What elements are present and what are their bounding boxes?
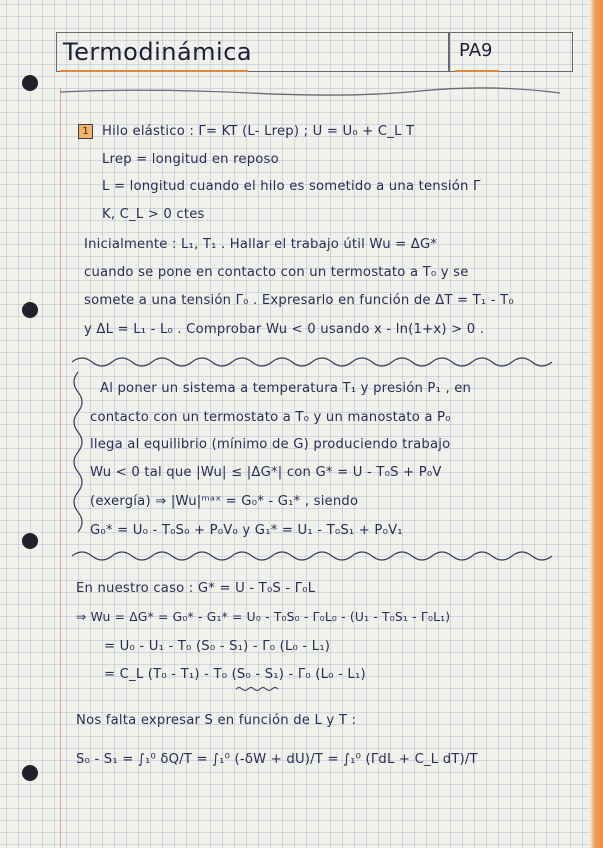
theory-line: (exergía) ⇒ |Wu|ᵐᵃˣ = G₀* - G₁* , siendo <box>90 494 359 509</box>
problem-number: 1 <box>78 124 93 139</box>
problem-line: Lrep = longitud en reposo <box>102 152 279 167</box>
theory-line: G₀* = U₀ - T₀S₀ + P₀V₀ y G₁* = U₁ - T₀S₁ + P₀V₁ <box>90 523 403 538</box>
solution-line: S₀ - S₁ = ∫₁⁰ δQ/T = ∫₁⁰ (-δW + dU)/T = ∫₁⁰ (ΓdL + C_L dT)/T <box>76 752 478 767</box>
wavy-divider-bottom <box>72 552 552 560</box>
wavy-divider-top <box>72 358 552 366</box>
wavy-divider-left <box>74 372 82 532</box>
problem-line: Hilo elástico : Γ= KT (L- Lrep) ; U = U₀ + C_L T <box>102 124 415 139</box>
top-rule <box>60 88 560 95</box>
solution-line: ⇒ Wu = ΔG* = G₀* - G₁* = U₀ - T₀S₀ - Γ₀L₀ - (U₁ - T₀S₁ - Γ₀L₁) <box>76 610 451 624</box>
problem-line: somete a una tensión Γ₀ . Expresarlo en función de ΔT = T₁ - T₀ <box>84 293 514 308</box>
problem-line: K, C_L > 0 ctes <box>102 207 205 222</box>
solution-line: En nuestro caso : G* = U - T₀S - Γ₀L <box>76 581 316 596</box>
theory-line: llega al equilibrio (mínimo de G) produciendo trabajo <box>90 437 451 452</box>
theory-line: Al poner un sistema a temperatura T₁ y presión P₁ , en <box>100 381 472 396</box>
page-title: Termodinámica <box>63 38 253 66</box>
problem-line: cuando se pone en contacto con un termostato a T₀ y se <box>84 265 469 280</box>
solution-line: = U₀ - U₁ - T₀ (S₀ - S₁) - Γ₀ (L₀ - L₁) <box>104 639 331 654</box>
theory-line: contacto con un termostato a T₀ y un manostato a P₀ <box>90 410 451 425</box>
solution-line: Nos falta expresar S en función de L y T : <box>76 713 357 728</box>
solution-line: = C_L (T₀ - T₁) - T₀ (S₀ - S₁) - Γ₀ (L₀ - L₁) <box>104 667 366 682</box>
page-code: PA9 <box>459 40 493 61</box>
term-underline <box>236 688 278 691</box>
theory-line: Wu < 0 tal que |Wu| ≤ |ΔG*| con G* = U - T₀S + P₀V <box>90 465 442 480</box>
problem-line: L = longitud cuando el hilo es sometido a una tensión Γ <box>102 179 481 194</box>
problem-line: Inicialmente : L₁, T₁ . Hallar el trabajo útil Wu = ΔG* <box>84 237 438 252</box>
problem-line: y ΔL = L₁ - L₀ . Comprobar Wu < 0 usando x - ln(1+x) > 0 . <box>84 322 485 337</box>
